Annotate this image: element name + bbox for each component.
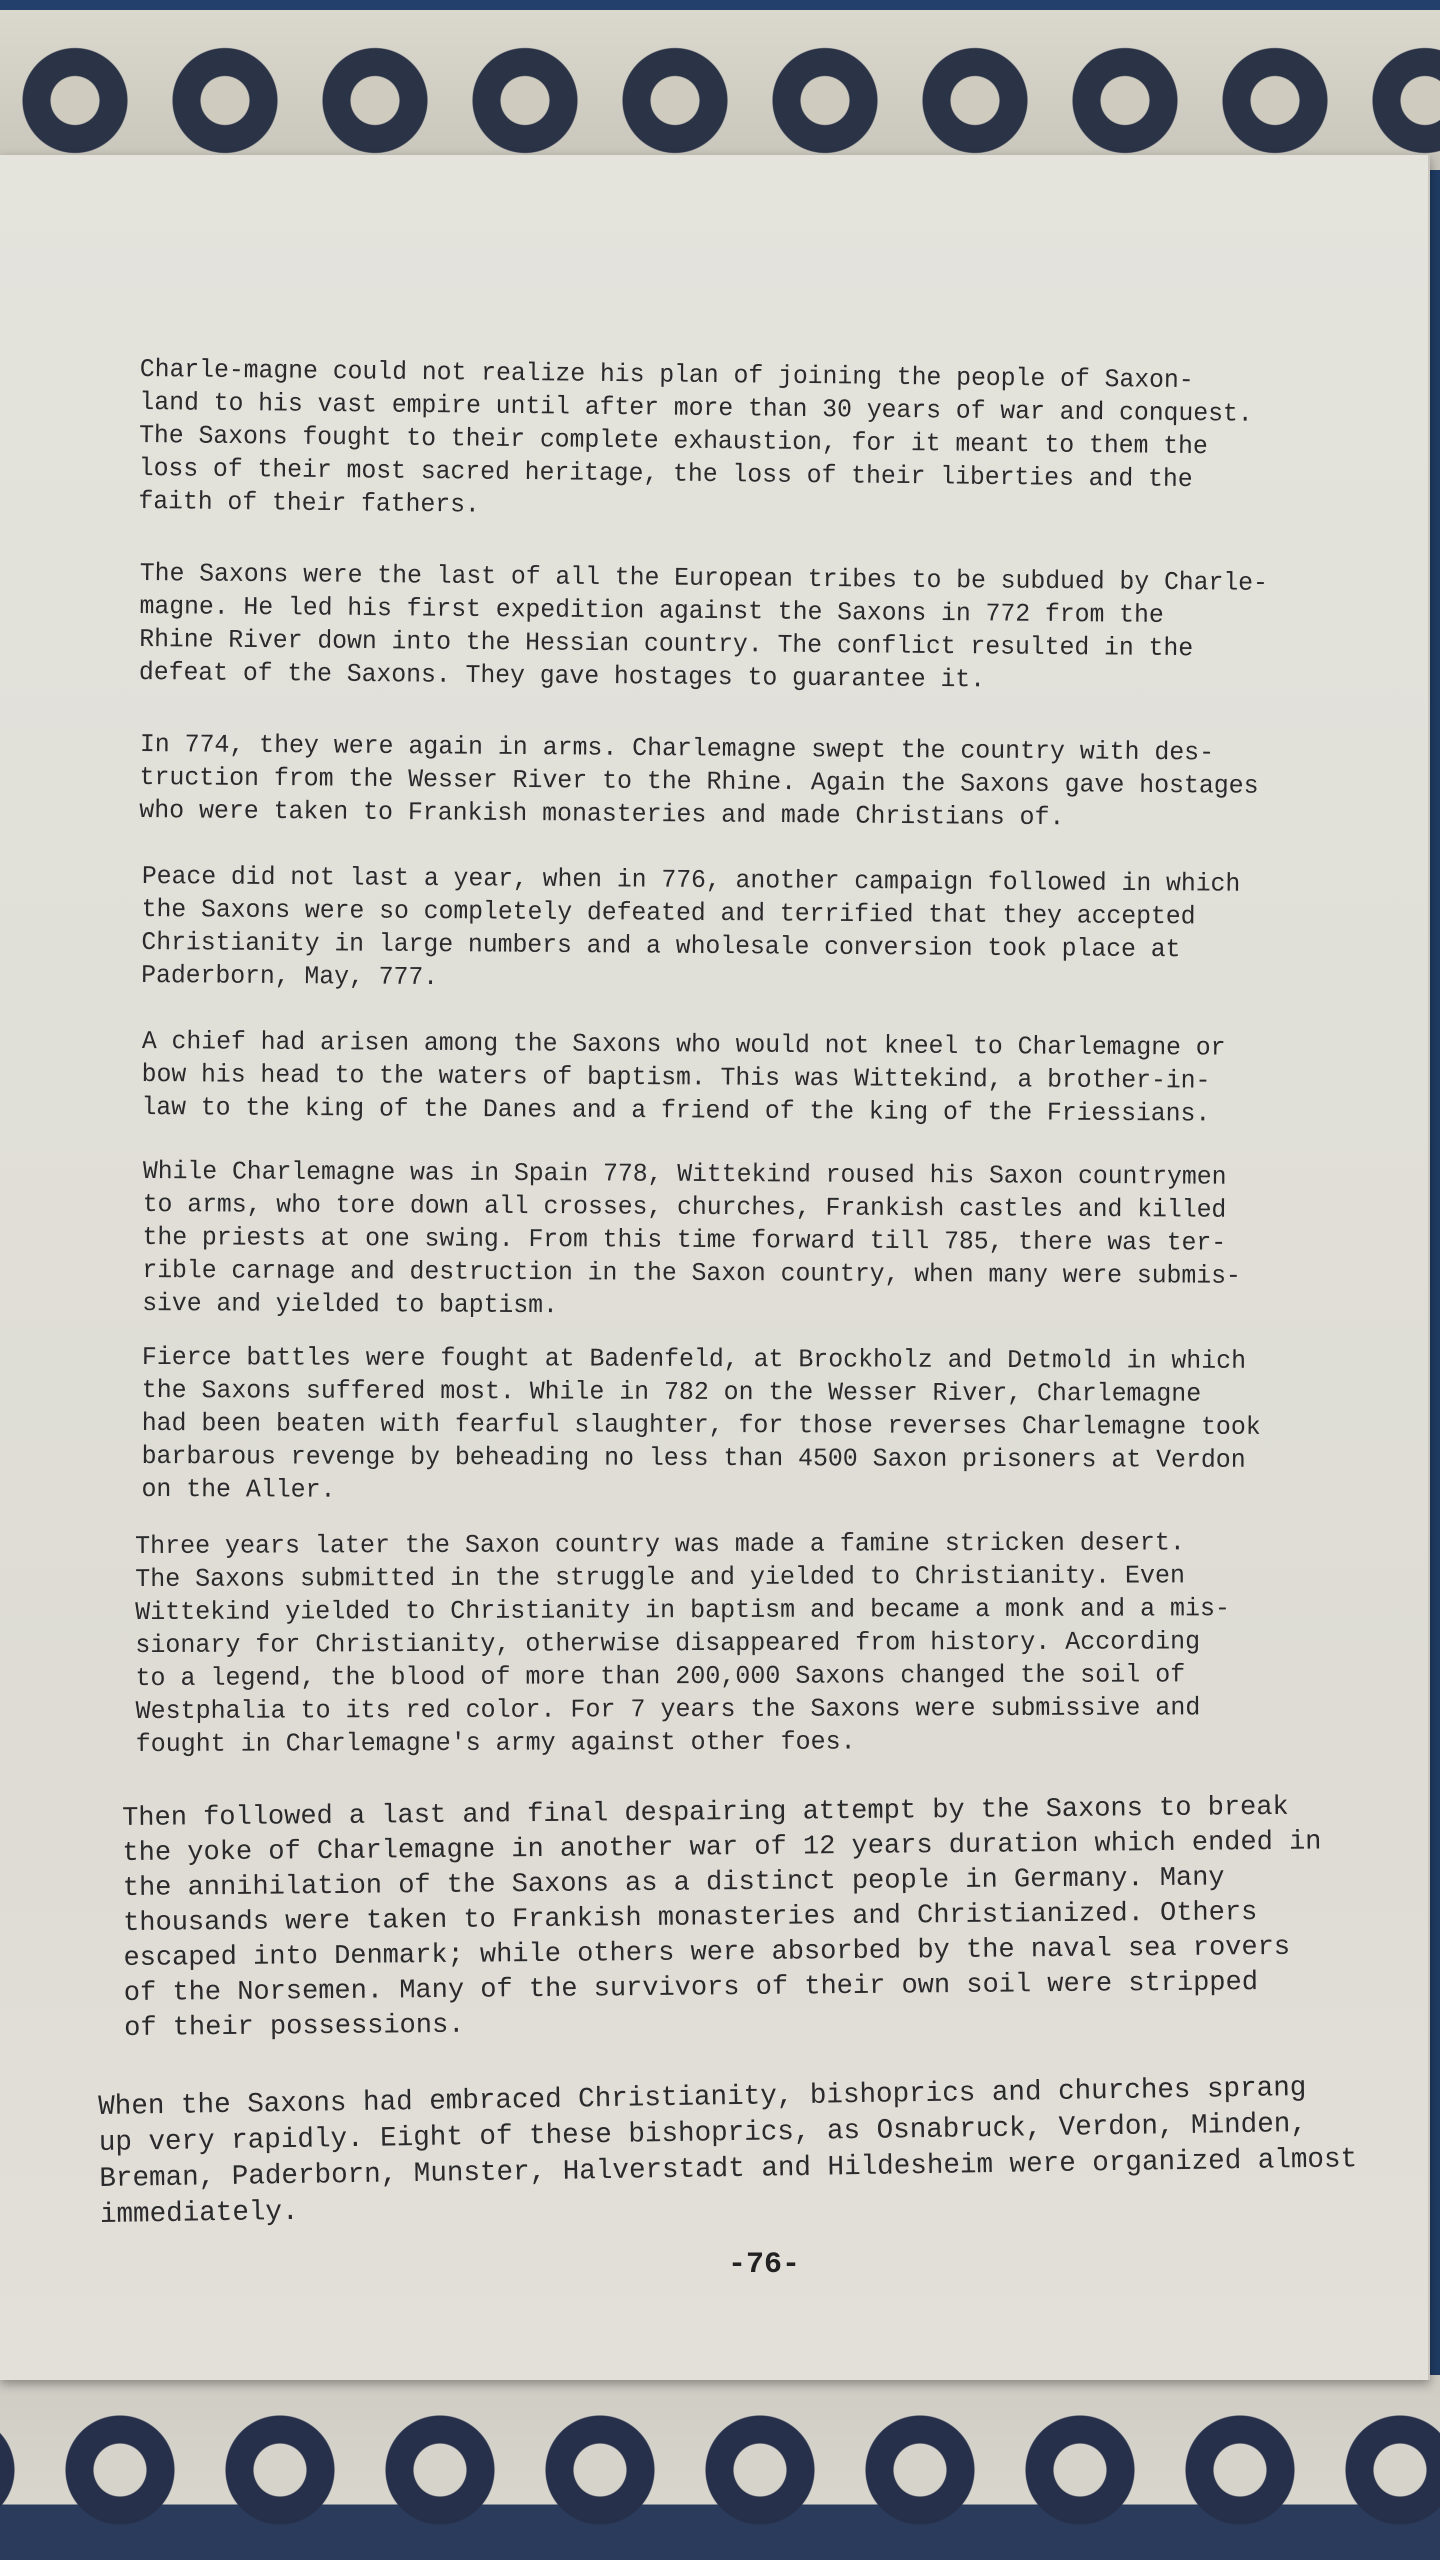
paragraph-2	[139, 557, 1391, 700]
text-line: of the Norsemen. Many of the survivors of their own soil were stripped	[123, 1968, 1259, 2009]
paragraph-4	[141, 860, 1393, 1001]
text-line: the Saxons suffered most. While in 782 on the Wesser River, Charlemagne	[141, 1375, 1202, 1409]
text-line: Breman, Paderborn, Munster, Halverstadt and Hildesheim were organized almost	[99, 2144, 1358, 2195]
text-line: A chief had arisen among the Saxons who would not kneel to Charlemagne or	[141, 1027, 1226, 1063]
text-line: faith of their fathers.	[138, 486, 480, 520]
text-line: to a legend, the blood of more than 200,000 Saxons changed the soil of	[135, 1660, 1186, 1693]
paragraph-1	[138, 353, 1391, 531]
text-line: the annihilation of the Saxons as a distinct people in Germany. Many	[122, 1863, 1225, 1904]
text-line: escaped into Denmark; while others were absorbed by the naval sea rovers	[123, 1932, 1291, 1974]
text-line: Christianity in large numbers and a wholesale conversion took place at	[141, 927, 1181, 965]
text-line: truction from the Wesser River to the Rhine. Again the Saxons gave hostages	[139, 762, 1259, 801]
book-page	[0, 155, 1430, 2380]
text-line: Peace did not last a year, when in 776, another campaign followed in which	[141, 861, 1241, 899]
text-line: sionary for Christianity, otherwise disappeared from history. According	[135, 1627, 1201, 1660]
page-number: -76-	[728, 2248, 801, 2282]
text-line: Westphalia to its red color. For 7 years the Saxons were submissive and	[135, 1693, 1201, 1726]
paragraph-9	[122, 1790, 1414, 2047]
page-text	[0, 155, 1428, 2380]
text-line: barbarous revenge by beheading no less than 4500 Saxon prisoners at Verdon	[141, 1441, 1246, 1475]
text-line: who were taken to Frankish monasteries and made Christians of.	[139, 795, 1065, 833]
text-line: land to his vast empire until after more than 30 years of war and conquest.	[139, 387, 1253, 429]
text-line: had been beaten with fearful slaughter, for those reverses Charlemagne took	[141, 1408, 1261, 1442]
text-line: The Saxons submitted in the struggle and yielded to Christianity. Even	[135, 1561, 1185, 1594]
text-line: The Saxons were the last of all the European tribes to be subdued by Charle-	[139, 558, 1269, 598]
text-line: of their possessions.	[124, 2010, 465, 2044]
paragraph-3	[139, 728, 1397, 837]
text-line: the priests at one swing. From this time forward till 785, there was ter-	[142, 1222, 1227, 1258]
text-line: loss of their most sacred heritage, the loss of their liberties and the	[138, 453, 1193, 495]
text-line: In 774, they were again in arms. Charlemagne swept the country with des-	[139, 729, 1215, 768]
text-line: When the Saxons had embraced Christianity, bishoprics and churches sprang	[98, 2073, 1307, 2123]
text-line: Then followed a last and final despairing attempt by the Saxons to break	[122, 1792, 1289, 1834]
text-line: rible carnage and destruction in the Saxon country, when many were submis-	[142, 1255, 1241, 1291]
text-line: the yoke of Charlemagne in another war of 12 years duration which ended in	[122, 1827, 1322, 1869]
text-line: Paderborn, May, 777.	[141, 960, 439, 993]
paragraph-6	[142, 1155, 1394, 1327]
text-line: While Charlemagne was in Spain 778, Wittekind roused his Saxon countrymen	[142, 1157, 1227, 1192]
paragraph-7	[141, 1341, 1399, 1510]
paragraph-8	[135, 1526, 1400, 1761]
text-line: law to the king of the Danes and a friend of the king of the Friessians.	[141, 1092, 1211, 1129]
paragraph-10	[98, 2070, 1371, 2234]
text-line: up very rapidly. Eight of these bishoprics, as Osnabruck, Verdon, Minden,	[98, 2109, 1308, 2159]
text-line: Wittekind yielded to Christianity in baptism and became a monk and a mis-	[135, 1594, 1231, 1627]
text-line: fought in Charlemagne's army against other foes.	[135, 1727, 856, 1759]
fabric-border-top	[0, 0, 1440, 170]
paragraph-5	[141, 1025, 1393, 1132]
text-line: to arms, who tore down all crosses, churches, Frankish castles and killed	[142, 1189, 1227, 1225]
text-line: thousands were taken to Frankish monasteries and Christianized. Others	[123, 1898, 1258, 1939]
text-line: Fierce battles were fought at Badenfeld, at Brockholz and Detmold in which	[141, 1343, 1247, 1376]
text-line: on the Aller.	[141, 1474, 336, 1505]
fabric-border-bottom	[0, 2375, 1440, 2560]
text-line: bow his head to the waters of baptism. This was Wittekind, a brother-in-	[141, 1059, 1211, 1096]
text-line: the Saxons were so completely defeated and terrified that they accepted	[141, 894, 1196, 932]
text-line: Three years later the Saxon country was made a famine stricken desert.	[135, 1528, 1185, 1561]
text-line: Rhine River down into the Hessian country. The conflict resulted in the	[139, 624, 1194, 664]
text-line: magne. He led his first expedition against the Saxons in 772 from the	[139, 591, 1164, 630]
text-line: The Saxons fought to their complete exhaustion, for it meant to them the	[138, 420, 1208, 462]
text-line: defeat of the Saxons. They gave hostages to guarantee it.	[138, 657, 986, 695]
text-line: Charle-magne could not realize his plan of joining the people of Saxon-	[139, 354, 1194, 396]
text-line: sive and yielded to baptism.	[142, 1288, 558, 1321]
text-line: immediately.	[99, 2196, 299, 2231]
